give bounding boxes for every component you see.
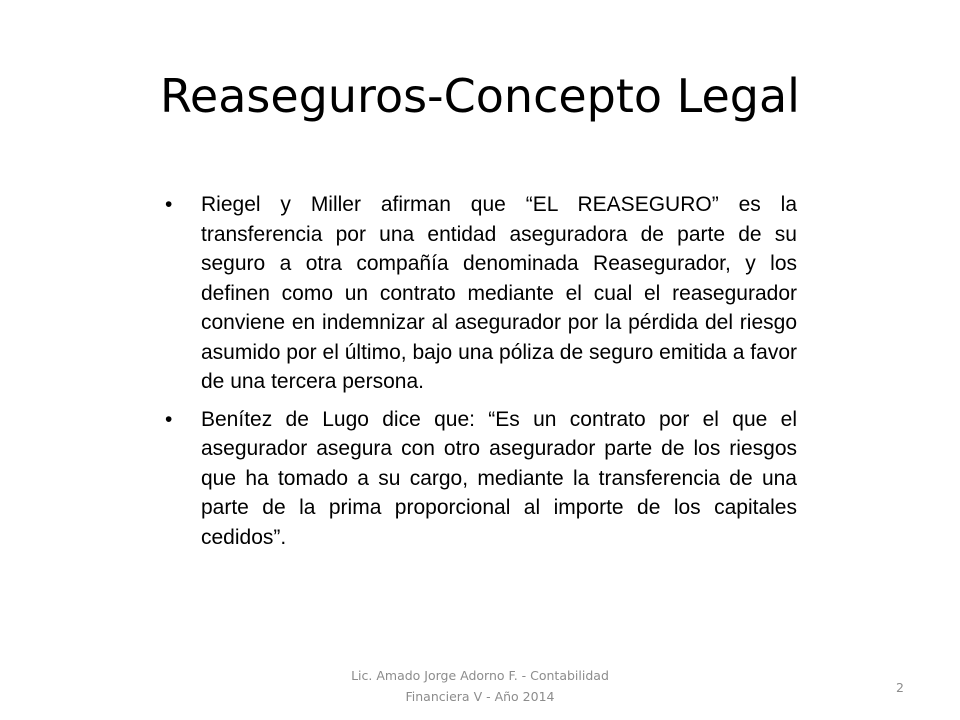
footer-line-author: Lic. Amado Jorge Adorno F. - Contabilidad: [351, 668, 609, 683]
bullet-list: [165, 190, 797, 557]
slide-number: 2: [896, 680, 904, 695]
bullet-icon: •: [165, 407, 173, 431]
bullet-item-riegel-miller: [165, 190, 797, 397]
slide-title: Reaseguros-Concepto Legal: [160, 69, 800, 123]
footer-line-course: Financiera V - Año 2014: [405, 689, 555, 704]
bullet-text: Riegel y Miller afirman que “EL REASEGURO” es la transferencia por una entidad aseguradora de parte de su seguro a otra compañía denominada Reasegurador, y los definen como un contrato mediante el cual el reasegurador conviene en indemnizar al asegurador por la pérdida del riesgo asumido por el último, bajo una póliza de seguro emitida a favor de una tercera persona.: [201, 193, 797, 393]
bullet-item-benitez-de-lugo: [165, 405, 797, 553]
footer-text: [330, 665, 630, 707]
bullet-icon: •: [165, 193, 173, 216]
bullet-text: Benítez de Lugo dice que: “Es un contrato por el que el asegurador asegura con otro asegurador parte de los riesgos que ha tomado a su cargo, mediante la transferencia de una parte de la prima proporcional al importe de los capitales cedidos”.: [201, 407, 797, 549]
